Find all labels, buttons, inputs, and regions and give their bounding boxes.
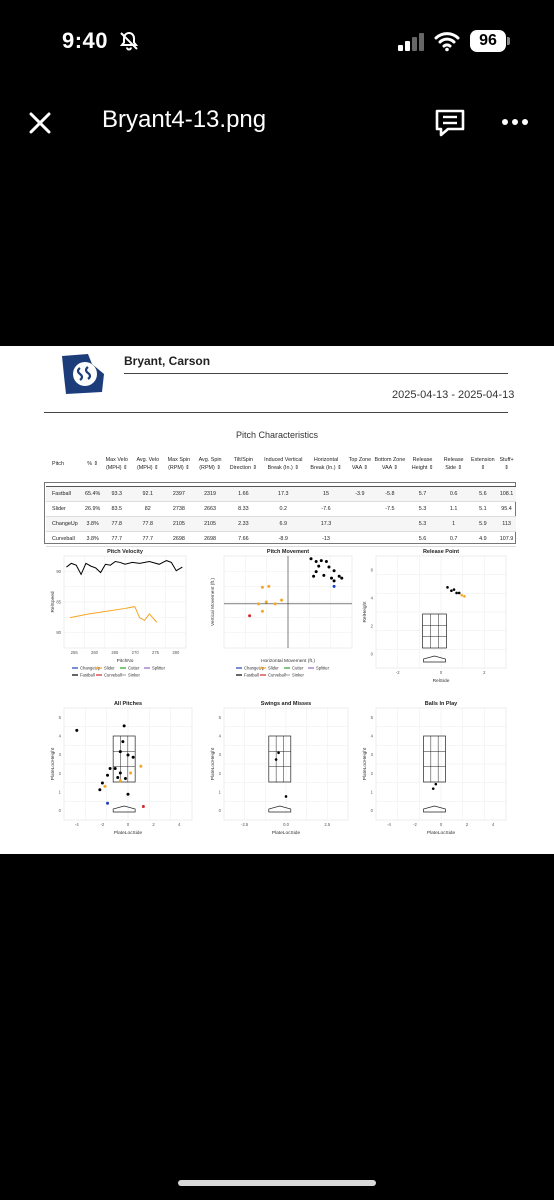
column-header: Release Height ⇕: [406, 444, 438, 486]
y-tick-label: 90: [56, 568, 61, 574]
legend-label: Splitter: [316, 665, 330, 671]
pitch-point: [114, 767, 117, 770]
x-axis-label: PitchNo: [116, 659, 134, 664]
x-tick-label: 2: [152, 822, 155, 827]
panel-title: Release Point: [422, 549, 460, 555]
pitch-point: [129, 771, 132, 774]
x-axis-label: RelSide: [432, 679, 450, 684]
table-cell: 0.2: [261, 501, 306, 516]
x-axis-label: Horizontal Movement (ft.): [261, 659, 315, 664]
y-tick-label: 2: [58, 770, 61, 776]
y-tick-label: 5: [218, 714, 221, 720]
y-tick-label: 1: [58, 789, 61, 795]
table-cell: 65.4%: [84, 486, 101, 501]
table-cell: 2663: [194, 501, 225, 516]
pitch-velocity-panel: [44, 546, 194, 692]
pitch-point: [275, 758, 278, 761]
pitch-point: [265, 601, 268, 604]
x-tick-label: 4: [491, 822, 495, 827]
pitch-point: [453, 588, 456, 591]
table-cell: -13: [306, 531, 347, 546]
column-header: Max Spin (RPM) ⇕: [163, 444, 194, 486]
table-cell: 77.8: [101, 516, 132, 531]
y-tick-label: 0: [58, 808, 61, 814]
x-tick-label: -2: [395, 670, 400, 675]
table-cell: 0.6: [439, 486, 469, 501]
x-tick-label: -4: [387, 822, 391, 827]
column-header: Release Side ⇕: [439, 444, 469, 486]
table-cell: 2105: [194, 516, 225, 531]
y-tick-label: 1: [218, 789, 221, 795]
y-axis-label: PlateLocHeight: [51, 747, 56, 781]
x-tick-label: 2.5: [324, 822, 331, 827]
y-tick-label: 2: [370, 623, 373, 629]
legend-label: Splitter: [152, 665, 166, 671]
table-cell: 77.7: [132, 531, 163, 546]
y-tick-label: 5: [58, 714, 61, 720]
pitch-point: [327, 566, 330, 569]
legend-label: Slider: [104, 665, 115, 671]
legend-label: Sinker: [292, 672, 304, 678]
pitch-point: [75, 729, 78, 732]
y-tick-label: 3: [218, 752, 221, 758]
legend-label: ChangeUp: [244, 665, 265, 671]
x-tick-label: 4: [178, 822, 181, 827]
legend-label: Fastball: [80, 672, 95, 678]
table-cell: [373, 531, 406, 546]
legend-label: Fastball: [244, 672, 259, 678]
table-cell: -5.8: [373, 486, 406, 501]
team-logo: [58, 352, 110, 396]
x-axis-label: PlateLocSide: [426, 831, 456, 836]
pitch-point: [257, 602, 260, 605]
table-cell: 93.3: [101, 486, 132, 501]
table-cell: [347, 516, 374, 531]
table-cell: 3.8%: [84, 531, 101, 546]
pitch-point: [277, 752, 280, 755]
table-cell: 5.9: [469, 516, 497, 531]
column-header: Tilt/Spin Direction ⇕: [226, 444, 261, 486]
y-tick-label: 0: [370, 808, 373, 814]
table-cell: 92.1: [132, 486, 163, 501]
y-tick-label: 3: [58, 752, 61, 758]
table-cell: 2698: [163, 531, 194, 546]
table-cell: 2698: [194, 531, 225, 546]
y-tick-label: 3: [370, 752, 373, 758]
column-header: Top Zone VAA ⇕: [347, 444, 374, 486]
pitch-point: [333, 585, 336, 588]
legend-label: ChangeUp: [80, 665, 101, 671]
pitch-point: [261, 586, 264, 589]
table-cell: ChangeUp: [46, 516, 84, 531]
column-header: Induced Vertical Break (In.) ⇕: [261, 444, 306, 486]
y-tick-label: 2: [218, 770, 221, 776]
table-cell: Slider: [46, 501, 84, 516]
column-header: Bottom Zone VAA ⇕: [373, 444, 406, 486]
bell-muted-icon: [118, 30, 140, 52]
section-divider: [44, 412, 508, 413]
release-point-panel: [356, 546, 516, 686]
more-options-icon[interactable]: [500, 108, 530, 136]
table-cell: 5.3: [406, 516, 438, 531]
pitch-point: [106, 802, 109, 805]
x-tick-label: 275: [152, 650, 159, 655]
table-cell: 2738: [163, 501, 194, 516]
pitch-point: [106, 774, 109, 777]
table-cell: 3.8%: [84, 516, 101, 531]
date-range: 2025-04-13 - 2025-04-13: [392, 389, 515, 401]
table-cell: 83.5: [101, 501, 132, 516]
table-cell: 17.3: [306, 516, 347, 531]
x-tick-label: -2: [100, 822, 105, 827]
header-divider: [124, 373, 508, 374]
x-tick-label: 2: [483, 670, 486, 675]
panel-title: Balls In Play: [424, 701, 458, 707]
pitch-point: [127, 793, 130, 796]
table-cell: 5.7: [406, 486, 438, 501]
pitch-characteristics-table: [46, 444, 516, 547]
table-cell: 95.4: [497, 501, 516, 516]
battery-icon: 96: [470, 30, 506, 52]
x-tick-label: 0: [126, 822, 130, 827]
table-cell: 1: [439, 516, 469, 531]
y-tick-label: 85: [56, 599, 61, 605]
table-cell: 5.3: [406, 501, 438, 516]
panel-title: Pitch Movement: [266, 549, 310, 555]
pitch-point: [267, 585, 270, 588]
pitch-point: [109, 767, 112, 770]
y-axis-label: RelHeight: [363, 601, 368, 623]
table-title: Pitch Characteristics: [235, 430, 319, 440]
x-tick-label: -2: [413, 822, 417, 827]
all-pitches-panel: [44, 698, 204, 848]
pitch-point: [340, 577, 343, 580]
table-cell: 1.66: [226, 486, 261, 501]
table-cell: 2.33: [226, 516, 261, 531]
table-row: [46, 486, 516, 501]
table-cell: 5.1: [469, 501, 497, 516]
x-axis-label: PlateLocSide: [113, 831, 143, 836]
player-name: Bryant, Carson: [124, 354, 211, 368]
pitch-point: [455, 592, 458, 595]
viewer-toolbar: [0, 96, 554, 152]
x-tick-label: 255: [70, 650, 78, 655]
table-row: [46, 501, 516, 516]
pitch-point: [310, 557, 313, 560]
x-tick-label: 2: [465, 822, 469, 827]
legend-label: Sinker: [128, 672, 140, 678]
table-cell: -3.9: [347, 486, 374, 501]
pitch-point: [103, 785, 106, 788]
table-cell: 17.3: [261, 486, 306, 501]
table-cell: 7.66: [226, 531, 261, 546]
comment-icon[interactable]: [434, 108, 466, 138]
pitch-point: [98, 788, 101, 791]
pitch-point: [261, 610, 264, 613]
y-axis-label: PlateLocHeight: [363, 747, 368, 781]
pitch-point: [450, 589, 453, 592]
y-tick-label: 1: [370, 789, 373, 795]
table-cell: 77.8: [132, 516, 163, 531]
balls-in-play-panel: [356, 698, 516, 848]
table-cell: 82: [132, 501, 163, 516]
pitch-point: [330, 577, 333, 580]
y-tick-label: 4: [370, 595, 373, 601]
table-cell: 113: [497, 516, 516, 531]
x-tick-label: 0: [439, 670, 443, 675]
pitch-point: [285, 795, 288, 798]
pitch-point: [333, 579, 336, 582]
table-cell: Fastball: [46, 486, 84, 501]
x-tick-label: 260: [91, 650, 98, 655]
status-bar: [0, 0, 554, 84]
column-header: % ⇕: [84, 444, 101, 486]
legend-label: Cutter: [292, 665, 304, 671]
table-cell: 1.1: [439, 501, 469, 516]
table-cell: 26.9%: [84, 501, 101, 516]
y-tick-label: 0: [370, 651, 373, 657]
pitch-point: [461, 594, 464, 597]
x-tick-label: 0: [439, 822, 443, 827]
pitch-point: [248, 614, 251, 617]
pitch-point: [432, 787, 435, 790]
x-tick-label: 270: [131, 650, 139, 655]
table-cell: [347, 501, 374, 516]
table-cell: 77.7: [101, 531, 132, 546]
column-header: Extension ⇕: [469, 444, 497, 486]
table-cell: Curveball: [46, 531, 84, 546]
pitch-point: [333, 569, 336, 572]
pitch-point: [119, 779, 122, 782]
table-cell: 108.1: [497, 486, 516, 501]
table-cell: 2105: [163, 516, 194, 531]
table-cell: [347, 531, 374, 546]
table-cell: 6.9: [261, 516, 306, 531]
pitch-point: [315, 570, 318, 573]
x-tick-label: 0.0: [283, 822, 289, 827]
table-cell: 5.6: [406, 531, 438, 546]
table-cell: -8.9: [261, 531, 306, 546]
pitch-point: [322, 574, 325, 577]
pitch-point: [463, 595, 466, 598]
y-tick-label: 2: [370, 770, 373, 776]
pitch-point: [124, 777, 127, 780]
table-header-row: [46, 444, 516, 486]
cellular-signal-icon: [398, 33, 426, 51]
pitch-point: [315, 560, 318, 563]
close-icon[interactable]: [26, 109, 54, 137]
x-tick-label: -4: [74, 822, 79, 827]
table-cell: 15: [306, 486, 347, 501]
wifi-icon: [434, 30, 460, 52]
legend-label: Cutter: [128, 665, 140, 671]
pitch-point: [446, 586, 449, 589]
table-cell: 2319: [194, 486, 225, 501]
swings-misses-panel: [204, 698, 356, 848]
table-cell: [373, 516, 406, 531]
x-tick-label: -2.5: [241, 822, 249, 827]
home-indicator[interactable]: [178, 1180, 376, 1186]
pitch-point: [121, 740, 124, 743]
pitch-point: [139, 765, 142, 768]
pitch-point: [325, 560, 328, 563]
pitch-point: [458, 592, 461, 595]
pitch-point: [435, 783, 438, 786]
file-title: Bryant4-13.png: [102, 106, 267, 133]
x-axis-label: PlateLocSide: [271, 831, 301, 836]
table-cell: -7.6: [306, 501, 347, 516]
column-header: Max Velo (MPH) ⇕: [101, 444, 132, 486]
pitch-point: [116, 776, 119, 779]
y-tick-label: 4: [218, 733, 221, 739]
pitch-point: [274, 602, 277, 605]
column-header: Pitch: [46, 444, 84, 486]
table-cell: -7.5: [373, 501, 406, 516]
y-axis-label: Vertical Movement (ft.): [211, 578, 216, 626]
pitch-point: [280, 599, 283, 602]
pitch-point: [320, 559, 323, 562]
y-axis-label: PlateLocHeight: [211, 747, 216, 781]
table-cell: 8.33: [226, 501, 261, 516]
pitch-point: [317, 565, 320, 568]
table-cell: 5.6: [469, 486, 497, 501]
pitch-point: [119, 771, 122, 774]
panel-title: All Pitches: [113, 701, 143, 707]
table-row: [46, 531, 516, 546]
pitch-point: [101, 782, 104, 785]
report-image: [0, 346, 554, 854]
pitch-point: [123, 724, 126, 727]
panel-title: Pitch Velocity: [107, 549, 143, 555]
y-tick-label: 4: [58, 733, 61, 739]
pitch-movement-panel: [204, 546, 364, 692]
y-tick-label: 5: [370, 714, 373, 720]
pitch-point: [312, 575, 315, 578]
table-cell: 0.7: [439, 531, 469, 546]
status-time: 9:40: [62, 28, 109, 53]
column-header: Avg. Velo (MPH) ⇕: [132, 444, 163, 486]
table-row: [46, 516, 516, 531]
pitch-point: [142, 805, 145, 808]
pitch-point: [132, 756, 135, 759]
legend-label: Curveball: [104, 672, 122, 678]
table-cell: 107.9: [497, 531, 516, 546]
pitch-point: [127, 754, 130, 757]
legend-label: Slider: [268, 665, 279, 671]
table-cell: 4.9: [469, 531, 497, 546]
y-tick-label: 4: [370, 733, 373, 739]
pitch-point: [119, 750, 122, 753]
pitch-point: [338, 575, 341, 578]
x-tick-label: 280: [172, 650, 180, 655]
x-tick-label: 265: [111, 650, 119, 655]
column-header: Avg. Spin (RPM) ⇕: [194, 444, 225, 486]
table-cell: 2397: [163, 486, 194, 501]
column-header: Horizontal Break (In.) ⇕: [306, 444, 347, 486]
legend-label: Curveball: [268, 672, 286, 678]
y-tick-label: 6: [370, 567, 373, 573]
panel-title: Swings and Misses: [260, 701, 312, 707]
y-axis-label: RelSpeed: [51, 591, 56, 613]
y-tick-label: 0: [218, 808, 221, 814]
y-tick-label: 80: [56, 630, 61, 636]
column-header: Stuff+ ⇕: [497, 444, 516, 486]
